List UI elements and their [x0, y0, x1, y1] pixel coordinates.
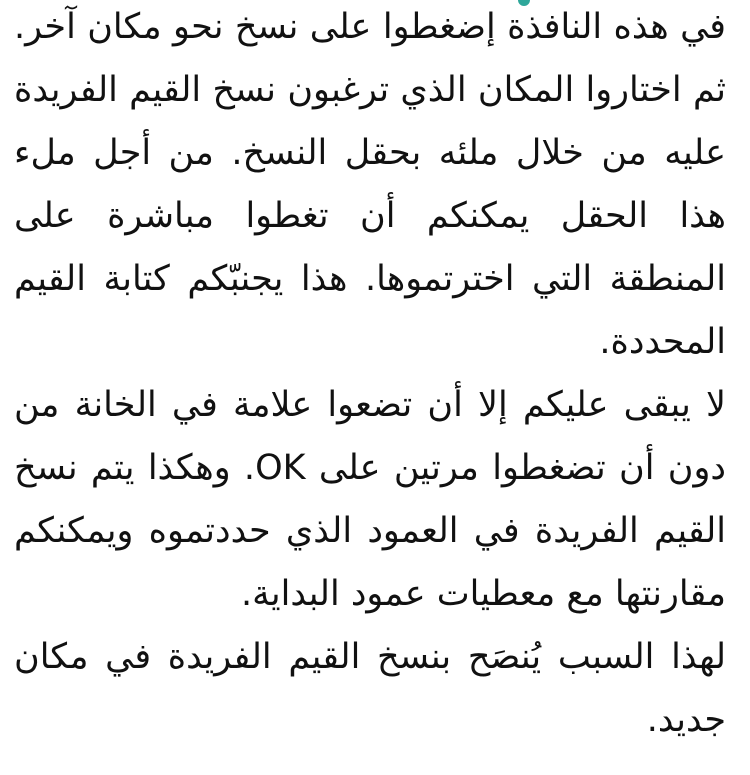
paragraph-copy-instructions: في هذه النافذة إضغطوا على نسخ نحو مكان آخر. ثم اختاروا المكان الذي ترغبون نسخ القيم الفريدة عليه من خلال ملئه بحقل النسخ. من أجل ملء هذا الحقل يمكنكم أن تغطوا مباشرة على المنطقة التي اخترتموها. هذا يجنبّكم كتابة القيم المحددة.: [14, 7, 726, 362]
article-body: [14, 0, 726, 752]
paragraph-recommendation: لهذا السبب يُنصَح بنسخ القيم الفريدة في مكان جديد.: [14, 637, 726, 740]
paragraph-checkbox-instructions: لا يبقى عليكم إلا أن تضعوا علامة في الخانة من دون أن تضغطوا مرتين على OK. وهكذا يتم نسخ القيم الفريدة في العمود الذي حددتموه ويمكنكم مقارنتها مع معطيات عمود البداية.: [14, 385, 726, 614]
